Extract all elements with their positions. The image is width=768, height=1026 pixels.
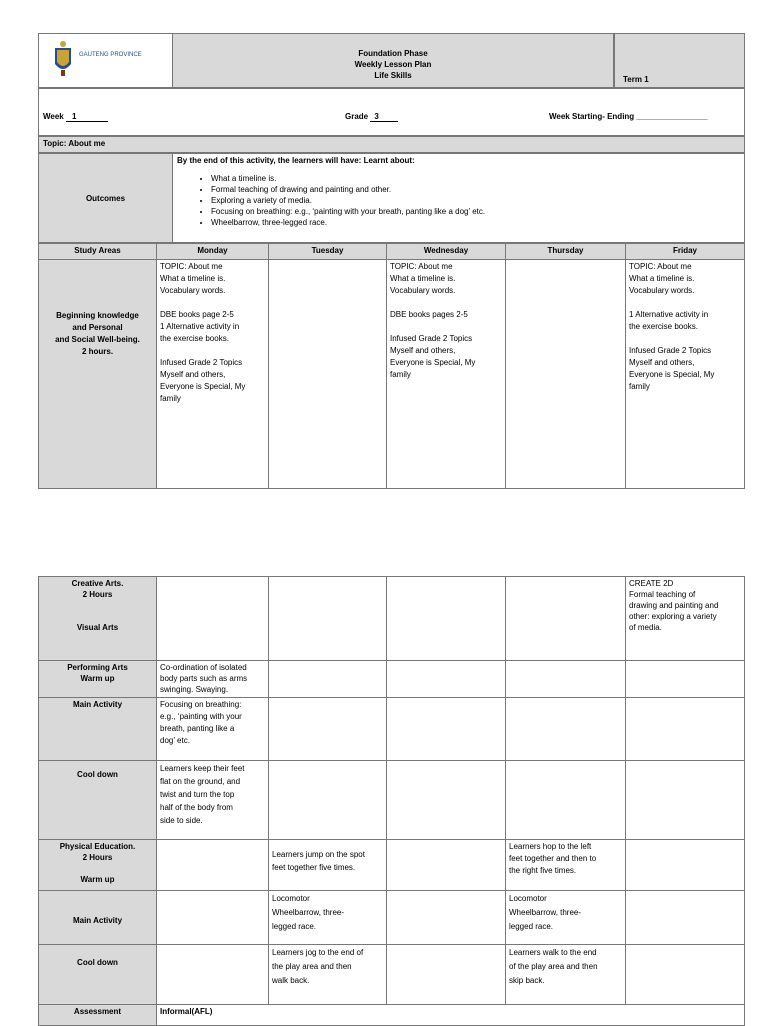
- logo-cell: [38, 33, 173, 88]
- term-label: Term 1: [623, 75, 649, 84]
- creative-thursday: [505, 576, 626, 661]
- bk-wednesday: TOPIC: About me What a timeline is. Vocabulary words. DBE books pages 2-5 Infused Grade 2 Topics Myself and others, Everyone is Special, My family: [386, 259, 506, 489]
- cool1-friday: [625, 760, 745, 840]
- perf-thursday: [505, 660, 626, 698]
- grade-label: Grade: [345, 112, 369, 121]
- creative-friday: CREATE 2D Formal teaching of drawing and painting and other: exploring a variety of media.: [625, 576, 745, 661]
- cool2-label: Cool down: [38, 944, 157, 1005]
- topic-text: Topic: About me: [43, 139, 106, 148]
- bk-monday: TOPIC: About me What a timeline is. Vocabulary words. DBE books page 2-5 1 Alternative activity in the exercise books. Infused Grade 2 Topics Myself and others, Everyone is Special, My family: [156, 259, 269, 489]
- perf-friday: [625, 660, 745, 698]
- cool2-tuesday: Learners jog to the end of the play area and then walk back.: [268, 944, 387, 1005]
- term-cell: [614, 33, 745, 88]
- cool1-thursday: [505, 760, 626, 840]
- cool2-friday: [625, 944, 745, 1005]
- main1-wednesday: [386, 697, 506, 761]
- topic-row: [38, 136, 745, 153]
- main1-tuesday: [268, 697, 387, 761]
- main1-monday: Focusing on breathing: e.g., ‘painting with your breath, panting like a dog’ etc.: [156, 697, 269, 761]
- title-line-1: Foundation Phase: [358, 49, 428, 58]
- col-header-thursday: Thursday: [505, 243, 626, 260]
- title-cell: [172, 33, 614, 88]
- pe-tuesday: Learners jump on the spot feet together five times.: [268, 839, 387, 891]
- main2-wednesday: [386, 890, 506, 945]
- week-value: 1: [66, 112, 108, 122]
- col-header-friday: Friday: [625, 243, 745, 260]
- perf-label: Performing Arts Warm up: [38, 660, 157, 698]
- main1-label: Main Activity: [38, 697, 157, 761]
- main2-thursday: Locomotor Wheelbarrow, three- legged race.: [505, 890, 626, 945]
- col-header-study-areas: Study Areas: [38, 243, 157, 260]
- cool1-wednesday: [386, 760, 506, 840]
- grade-value: 3: [370, 112, 398, 122]
- bk-thursday: [505, 259, 626, 489]
- cool1-tuesday: [268, 760, 387, 840]
- cool2-monday: [156, 944, 269, 1005]
- outcomes-label-cell: [38, 153, 173, 243]
- creative-monday: [156, 576, 269, 661]
- title-line-2: Weekly Lesson Plan: [354, 60, 432, 69]
- meta-row: [38, 88, 745, 136]
- pe-thursday: Learners hop to the left feet together and then to the right five times.: [505, 839, 626, 891]
- main1-friday: [625, 697, 745, 761]
- cool1-label: Cool down: [38, 760, 157, 840]
- pe-wednesday: [386, 839, 506, 891]
- perf-tuesday: [268, 660, 387, 698]
- title-line-3: Life Skills: [374, 71, 412, 80]
- assessment-value: Informal(AFL): [156, 1004, 745, 1026]
- outcomes-content: [172, 153, 745, 243]
- pe-label: Physical Education. 2 Hours Warm up: [38, 839, 157, 891]
- pe-monday: [156, 839, 269, 891]
- outcomes-label: Outcomes: [85, 193, 126, 203]
- col-header-monday: Monday: [156, 243, 269, 260]
- col-header-wednesday: Wednesday: [386, 243, 506, 260]
- outcome-item: • Formal teaching of drawing and painting and other.: [211, 184, 740, 195]
- main1-thursday: [505, 697, 626, 761]
- main2-monday: [156, 890, 269, 945]
- main2-friday: [625, 890, 745, 945]
- pe-friday: [625, 839, 745, 891]
- bk-tuesday: [268, 259, 387, 489]
- outcome-item: • Exploring a variety of media.: [211, 195, 740, 206]
- outcomes-intro: By the end of this activity, the learners will have: Learnt about:: [177, 156, 415, 165]
- outcomes-list: [177, 173, 740, 228]
- col-header-tuesday: Tuesday: [268, 243, 387, 260]
- bk-friday: TOPIC: About me What a timeline is. Vocabulary words. 1 Alternative activity in the exercise books. Infused Grade 2 Topics Myself and others, Everyone is Special, My family: [625, 259, 745, 489]
- logo-text: GAUTENG PROVINCE: [79, 52, 142, 58]
- cool1-monday: Learners keep their feet flat on the ground, and twist and turn the top half of the body from side to side.: [156, 760, 269, 840]
- week-starting: Week Starting- Ending ________________: [549, 112, 708, 121]
- outcome-item: • Focusing on breathing: e.g., ‘painting with your breath, panting like a dog’ etc.: [211, 206, 740, 217]
- main2-label: Main Activity: [38, 890, 157, 945]
- perf-wednesday: [386, 660, 506, 698]
- outcome-item: • What a timeline is.: [211, 173, 740, 184]
- outcome-item: • Wheelbarrow, three-legged race.: [211, 217, 740, 228]
- assessment-label: Assessment: [38, 1004, 157, 1026]
- gauteng-logo-icon: [51, 40, 75, 78]
- bk-label: Beginning knowledge and Personal and Social Well-being. 2 hours.: [38, 259, 157, 489]
- main2-tuesday: Locomotor Wheelbarrow, three- legged race.: [268, 890, 387, 945]
- week-label: Week: [43, 112, 64, 121]
- creative-wednesday: [386, 576, 506, 661]
- cool2-wednesday: [386, 944, 506, 1005]
- cool2-thursday: Learners walk to the end of the play area and then skip back.: [505, 944, 626, 1005]
- perf-monday: Co-ordination of isolated body parts such as arms swinging. Swaying.: [156, 660, 269, 698]
- creative-label: Creative Arts. 2 Hours Visual Arts: [38, 576, 157, 661]
- creative-tuesday: [268, 576, 387, 661]
